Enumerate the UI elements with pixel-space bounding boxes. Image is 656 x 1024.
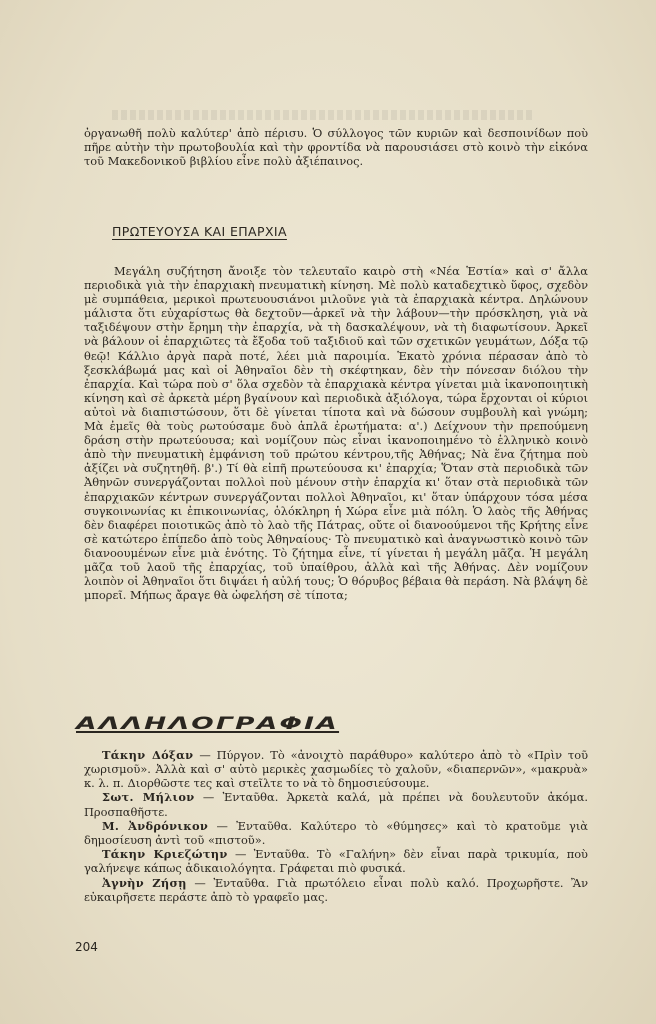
- show-through-text: [112, 110, 532, 120]
- correspondent-name: Ἀγνὴν Ζήσῃ: [102, 875, 187, 890]
- correspondence-title: ΑΛΛΗΛΟΓΡΑΦΙΑ: [76, 714, 340, 734]
- correspondence-entry: [84, 876, 588, 904]
- correspondent-name: Τάκην Κριεζώτην: [102, 847, 228, 862]
- correspondence-entry: [84, 790, 588, 818]
- correspondence-entry: [84, 847, 588, 875]
- correspondence-text: — Ἐνταῦθα. Τὸ «Γαλήνη» δὲν εἶναι παρὰ τρικυμία, ποὺ γαλήνεψε κάπως ἀδικαιολόγητα. Γράφεται πιὸ φυσικά.: [84, 847, 588, 876]
- page-number: 204: [75, 940, 98, 954]
- correspondence-entry: [84, 819, 588, 847]
- correspondence-text: — Ἐνταῦθα. Γιὰ πρωτόλειο εἶναι πολὺ καλό. Προχωρῆστε. Ἂν εὐκαιρῆσετε περάστε ἀπὸ τὸ γραφεῖο μας.: [84, 875, 588, 904]
- correspondence-list: [84, 748, 588, 904]
- correspondence-text: — Πύργον. Τὸ «ἀνοιχτὸ παράθυρο» καλύτερο ἀπὸ τὸ «Πρὶν τοῦ χωρισμοῦ». Ἀλλὰ καὶ σ' αὐτὸ μερικὲς χασμωδίες τὸ χαλοῦν, «διαπερνῶν», «μακρυὰ» κ. λ. π. Διορθῶστε τες καὶ στεῖλτε το νὰ τὸ δημοσιεύσουμε.: [84, 748, 588, 791]
- correspondent-name: Μ. Ἀνδρόνικον: [102, 818, 209, 833]
- correspondence-text: — Ἐνταῦθα. Καλύτερο τὸ «θύμησες» καὶ τὸ κρατοῦμε γιὰ δημοσίευση ἀντὶ τοῦ «πιστοῦ».: [84, 818, 588, 847]
- correspondent-name: Σωτ. Μήλιον: [102, 790, 195, 805]
- section-title: ΠΡΩΤΕΥΟΥΣΑ ΚΑΙ ΕΠΑΡΧΙΑ: [112, 224, 287, 239]
- intro-paragraph: ὀργανωθῆ πολὺ καλύτερ' ἀπὸ πέρισυ. Ὁ σύλλογος τῶν κυριῶν καὶ δεσποινίδων ποὺ πῆρε αὐτὴν τὴν πρωτοβουλία καὶ τὴν φροντίδα νὰ παρουσιάσει στὸ κοινὸ τὴν εἰκόνα τοῦ Μακεδονικοῦ βιβλίου εἶνε πολὺ ἀξιέπαινος.: [84, 126, 588, 169]
- correspondence-text: — Ἐνταῦθα. Ἀρκετὰ καλά, μὰ πρέπει νὰ δουλευτοῦν ἀκόμα. Προσπαθῆστε.: [84, 790, 589, 819]
- essay-block: [84, 264, 588, 602]
- intro-paragraph-block: [84, 126, 588, 168]
- correspondent-name: Τάκην Δόξαν: [102, 748, 194, 762]
- essay-paragraph: Μεγάλη συζήτηση ἄνοιξε τὸν τελευταῖο καιρὸ στὴ «Νέα Ἑστία» καὶ σ' ἄλλα περιοδικὰ γιὰ τὴν ἐπαρχιακὴ πνευματικὴ κίνηση. Μὲ πολὺ καταδεχτικὸ ὕφος, σχεδὸν μὲ συμπάθεια, μερικοὶ πρωτευουσιάνοι μιλοῦνε γιὰ τὰ ἐπαρχιακὰ κέντρα. Δηλώνουν μάλιστα ὅτι εὐχαρίστως θὰ δεχτοῦν—ἀρκεῖ νὰ τὴν λάβουν—τὴν πρόσκληση, γιὰ νὰ ταξιδέψουν στὴν ἔρημη τὴν ἐπαρχία, νὰ τὴ δασκαλέψουν, νὰ τὴ διαφωτίσουν. Ἀρκεῖ νὰ βάλουν οἱ ἐπαρχιῶτες τὰ ἔξοδα τοῦ ταξιδιοῦ καὶ τῶν σχετικῶν γευμάτων, Δόξα τῷ θεῷ! Κάλλιο ἀργὰ παρὰ ποτέ, λέει μιὰ παροιμία. Ἑκατὸ χρόνια πέρασαν ἀπὸ τὸ ξεσκλάβωμά μας καὶ οἱ Ἀθηναῖοι δὲν τὴ σκέφτηκαν, δὲν τὴν πόνεσαν διόλου τὴν ἐπαρχία. Καὶ τώρα ποὺ σ' ὅλα σχεδὸν τὰ ἐπαρχιακὰ κέντρα γίνεται μιὰ ἱκανοποιητικὴ κίνηση καὶ σὲ ἀρκετὰ μέρη βγαίνουν καὶ περιοδικὰ ἀξιόλογα, τώρα ἔρχονται οἱ κύριοι αὐτοὶ νὰ διαπιστώσουν, ὅτι δὲ γίνεται τίποτα καὶ νὰ δώσουν συμβουλὴ καὶ γνώμη; Μὰ ἐμεῖς θὰ τοὺς ρωτούσαμε δυὸ ἁπλᾶ ἐρωτήματα: α'.) Δείχνουν τὴν πρεπούμενη δράση στὴν πρωτεύουσα; καὶ νομίζουν πὼς εἶναι ἱκανοποιημένο τὸ ἑλληνικὸ κοινὸ ἀπὸ τὴν πνευματικὴ ἐμφάνιση τοῦ πρώτου κέντρου,τῆς Ἀθήνας; Νὰ ἕνα ζήτημα ποὺ ἀξίζει νὰ συζητηθῆ. β'.) Τί θὰ εἰπῆ πρωτεύουσα κι' ἐπαρχία; Ὅταν στὰ περιοδικὰ τῶν Ἀθηνῶν συνεργάζονται πολλοὶ ποὺ μένουν στὴν ἐπαρχία κι' ὅταν στὰ περιοδικὰ τῶν ἐπαρχιακῶν κέντρων συνεργάζονται πολλοὶ Ἀθηναῖοι, κι' ὅταν ὑπάρχουν τόσα μέσα συγκοινωνίας κι ἐπικοινωνίας, ὁλόκληρη ἡ Χώρα εἶνε μιὰ πόλη. Ὁ λαὸς τῆς Ἀθήνας δὲν διαφέρει ποιοτικῶς ἀπὸ τὸ λαὸ τῆς Πάτρας, οὔτε οἱ διανοούμενοι τῆς Κρήτης εἶνε σὲ κατώτερο ἐπίπεδο ἀπὸ τοὺς Ἀθηναίους· Τὸ πνευματικὸ καὶ ἀναγνωστικὸ κοινὸ τῶν διανοουμένων εἶνε μιὰ ἑνότης. Τὸ ζήτημα εἶνε, τί γίνεται ἡ μεγάλη μᾶζα. Ἡ μεγάλη μᾶζα τοῦ λαοῦ τῆς ἐπαρχίας, τοῦ ὑπαίθρου, ἀλλὰ καὶ τῆς Ἀθήνας. Δὲν νομίζουν λοιπὸν οἱ Ἀθηναῖοι ὅτι διψάει ἡ αὐλή τους; Ὁ θόρυβος βέβαια θὰ περάση. Νὰ βλάψη δὲ μπορεῖ. Μήπως ἄραγε θὰ ὠφελήση σὲ τίποτα;: [84, 264, 588, 603]
- correspondence-entry: [84, 748, 588, 790]
